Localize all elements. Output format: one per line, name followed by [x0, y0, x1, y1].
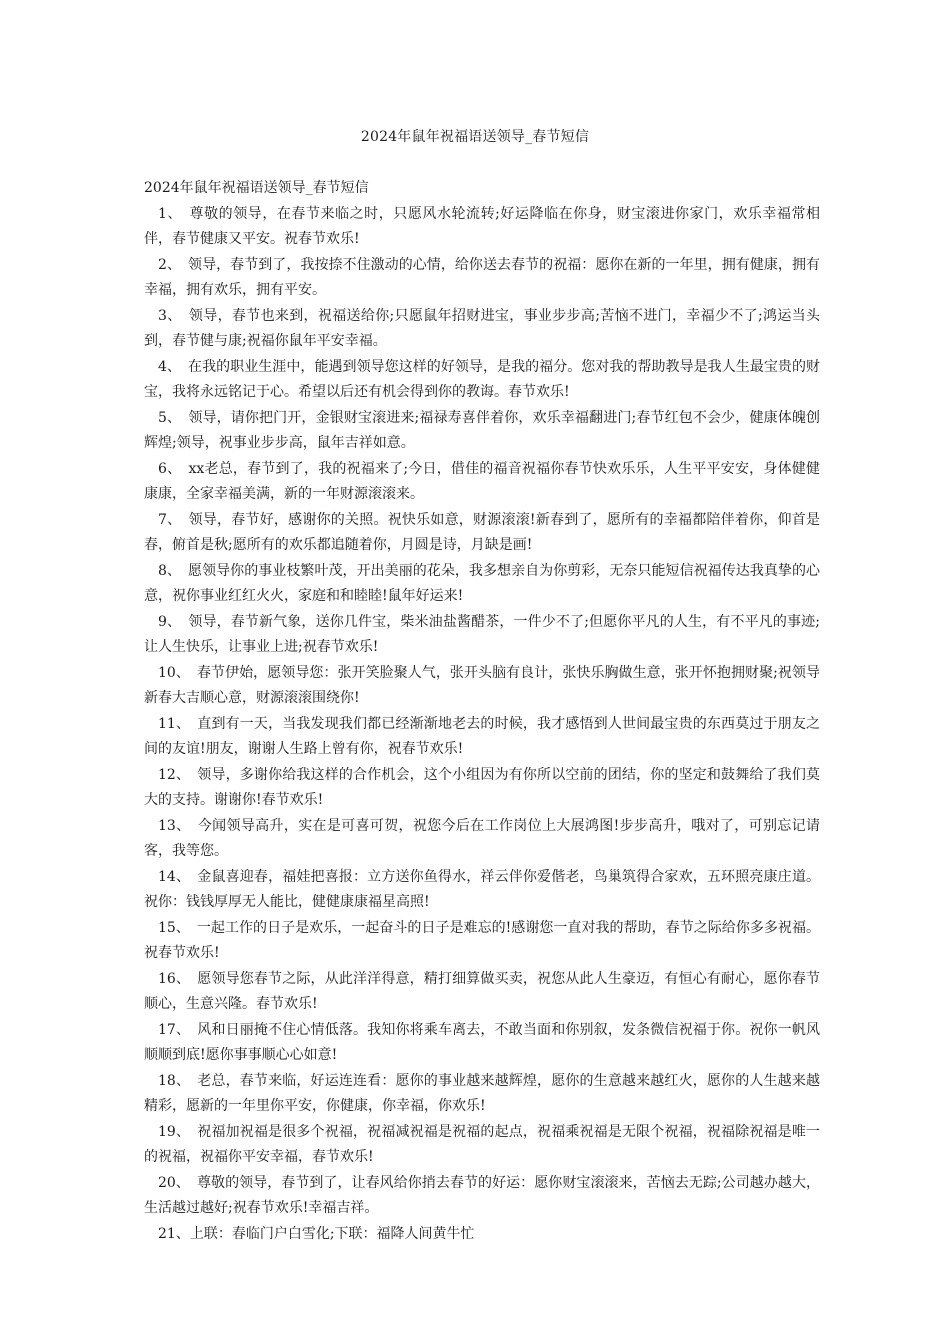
- greeting-item-6: 6、 xx老总，春节到了，我的祝福来了;今日，借佳的福音祝福你春节快欢乐乐，人生平平安安，身体健健康康，全家幸福美满，新的一年财源滚滚来。: [144, 460, 820, 502]
- greeting-item-18: 18、 老总，春节来临，好运连连看：愿你的事业越来越辉煌，愿你的生意越来越红火，愿你的人生越来越精彩，愿新的一年里你平安，你健康，你幸福，你欢乐!: [144, 1072, 820, 1114]
- greeting-item-5: 5、 领导，请你把门开，金银财宝滚进来;福禄寿喜伴着你，欢乐幸福翻进门;春节红包不会少，健康体魄创辉煌;领导，祝事业步步高，鼠年吉祥如意。: [144, 409, 820, 451]
- document-title: 2024年鼠年祝福语送领导_春节短信: [360, 129, 590, 145]
- greeting-item-11: 11、 直到有一天，当我发现我们都已经渐渐地老去的时候，我才感悟到人世间最宝贵的东西莫过于朋友之间的友谊!朋友，谢谢人生路上曾有你，祝春节欢乐!: [144, 715, 820, 757]
- document-body: [144, 176, 820, 1247]
- greeting-item-20: 20、 尊敬的领导，春节到了，让春风给你捎去春节的好运：愿你财宝滚滚来，苦恼去无踪;公司越办越大，生活越过越好;祝春节欢乐!幸福吉祥。: [144, 1174, 820, 1216]
- greeting-item-3: 3、 领导，春节也来到，祝福送给你;只愿鼠年招财进宝，事业步步高;苦恼不进门，幸福少不了;鸿运当头到，春节健与康;祝福你鼠年平安幸福。: [144, 307, 820, 349]
- greeting-item-1: 1、 尊敬的领导，在春节来临之时，只愿风水轮流转;好运降临在你身，财宝滚进你家门，欢乐幸福常相伴，春节健康又平安。祝春节欢乐!: [144, 205, 820, 247]
- greeting-item-4: 4、 在我的职业生涯中，能遇到领导您这样的好领导，是我的福分。您对我的帮助教导是我人生最宝贵的财宝，我将永远铭记于心。希望以后还有机会得到你的教诲。春节欢乐!: [144, 358, 820, 400]
- greeting-item-15: 15、 一起工作的日子是欢乐，一起奋斗的日子是难忘的!感谢您一直对我的帮助，春节之际给你多多祝福。祝春节欢乐!: [144, 919, 820, 961]
- greeting-item-17: 17、 风和日丽掩不住心情低落。我知你将乘车离去，不敢当面和你别叙，发条微信祝福于你。祝你一帆风顺顺到底!愿你事事顺心心如意!: [144, 1021, 820, 1063]
- greeting-item-9: 9、 领导，春节新气象，送你几件宝，柴米油盐酱醋茶，一件少不了;但愿你平凡的人生，有不平凡的事迹;让人生快乐，让事业上进;祝春节欢乐!: [144, 613, 820, 655]
- greeting-item-21: 21、上联：春临门户白雪化;下联：福降人间黄牛忙: [158, 1225, 475, 1242]
- greeting-item-12: 12、 领导，多谢你给我这样的合作机会，这个小组因为有你所以空前的团结，你的坚定和鼓舞给了我们莫大的支持。谢谢你!春节欢乐!: [144, 766, 820, 808]
- greeting-item-10: 10、 春节伊始，愿领导您：张开笑脸聚人气，张开头脑有良计，张快乐胸做生意，张开怀抱拥财聚;祝领导新春大吉顺心意，财源滚滚围绕你!: [144, 664, 820, 706]
- greeting-item-7: 7、 领导，春节好，感谢你的关照。祝快乐如意，财源滚滚!新春到了，愿所有的幸福都陪伴着你，仰首是春，俯首是秋;愿所有的欢乐都追随着你，月圆是诗，月缺是画!: [144, 511, 820, 553]
- document-subtitle: 2024年鼠年祝福语送领导_春节短信: [144, 180, 369, 196]
- greeting-item-13: 13、 今闻领导高升，实在是可喜可贺，祝您今后在工作岗位上大展鸿图!步步高升，哦对了，可别忘记请客，我等您。: [144, 817, 820, 859]
- greeting-item-16: 16、 愿领导您春节之际，从此洋洋得意，精打细算做买卖，祝您从此人生豪迈，有恒心有耐心，愿你春节顺心，生意兴隆。春节欢乐!: [144, 970, 820, 1012]
- greeting-item-14: 14、 金鼠喜迎春，福娃把喜报：立方送你鱼得水，祥云伴你爱偕老，鸟巢筑得合家欢，五环照亮康庄道。祝你：钱钱厚厚无人能比，健健康康福星高照!: [144, 868, 820, 910]
- greeting-item-19: 19、 祝福加祝福是很多个祝福，祝福减祝福是祝福的起点，祝福乘祝福是无限个祝福，祝福除祝福是唯一的祝福，祝福你平安幸福，春节欢乐!: [144, 1123, 820, 1165]
- greeting-item-2: 2、 领导，春节到了，我按捺不住激动的心情，给你送去春节的祝福：愿你在新的一年里，拥有健康，拥有幸福，拥有欢乐，拥有平安。: [144, 256, 820, 298]
- greeting-item-8: 8、 愿领导你的事业枝繁叶茂，开出美丽的花朵，我多想亲自为你剪彩，无奈只能短信祝福传达我真挚的心意，祝你事业红红火火，家庭和和睦睦!鼠年好运来!: [144, 562, 820, 604]
